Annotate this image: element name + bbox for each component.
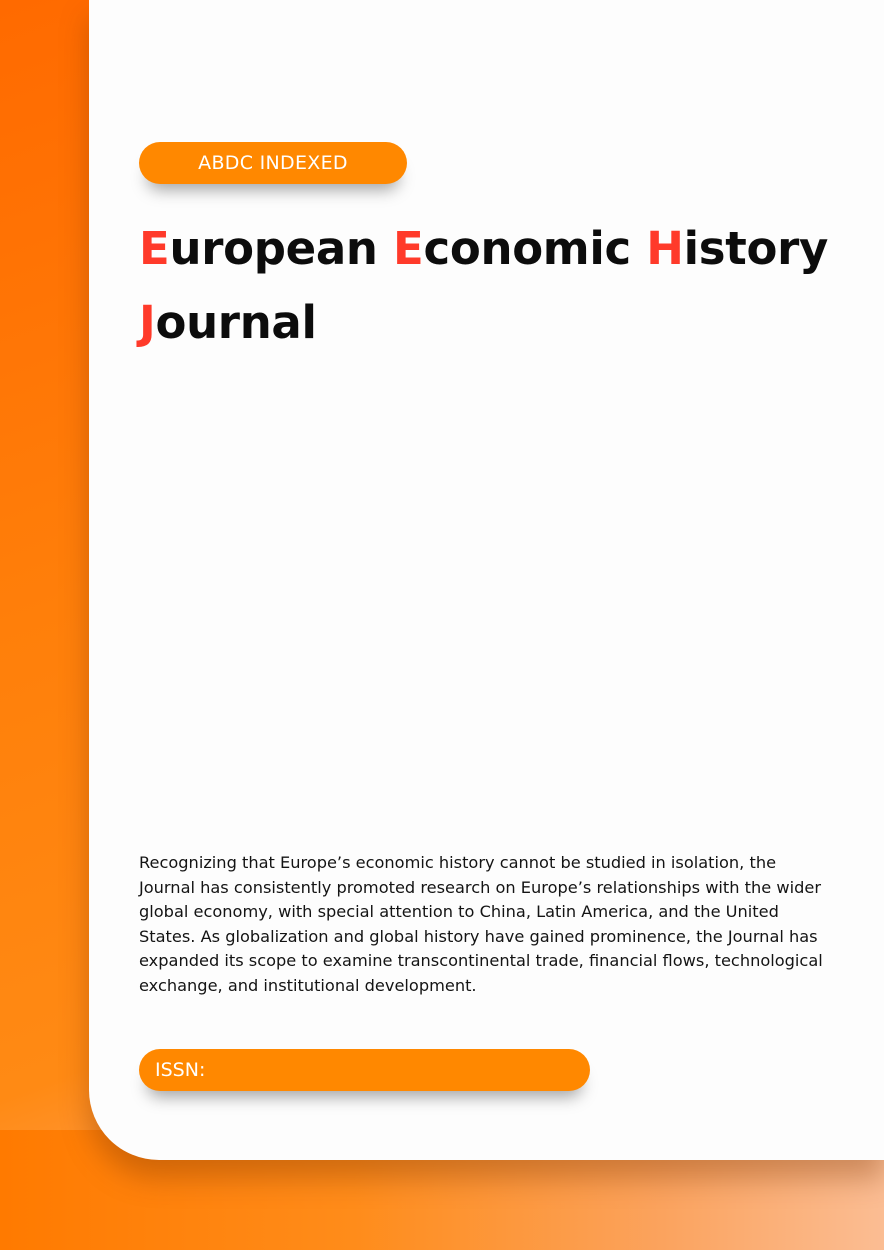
title-word: conomic — [423, 222, 631, 275]
title-word: uropean — [169, 222, 378, 275]
title-word: ournal — [155, 296, 317, 349]
abdc-indexed-badge: ABDC INDEXED — [139, 142, 407, 184]
title-initial: J — [139, 296, 156, 349]
title-word: istory — [683, 222, 829, 275]
journal-description: Recognizing that Europe’s economic history cannot be studied in isolation, the Journal has consistently promoted research on Europe’s relationships with the wider global economy, with special attention to China, Latin America, and the United States. As globalization and global history have gained prominence, the Journal has expanded its scope to examine transcontinental trade, financial flows, technological exchange, and institutional development. — [139, 853, 823, 995]
title-initial: E — [393, 222, 424, 275]
journal-title — [139, 212, 879, 360]
issn-label: ISSN: — [139, 1049, 590, 1091]
title-initial: H — [646, 222, 684, 275]
title-initial: E — [139, 222, 170, 275]
